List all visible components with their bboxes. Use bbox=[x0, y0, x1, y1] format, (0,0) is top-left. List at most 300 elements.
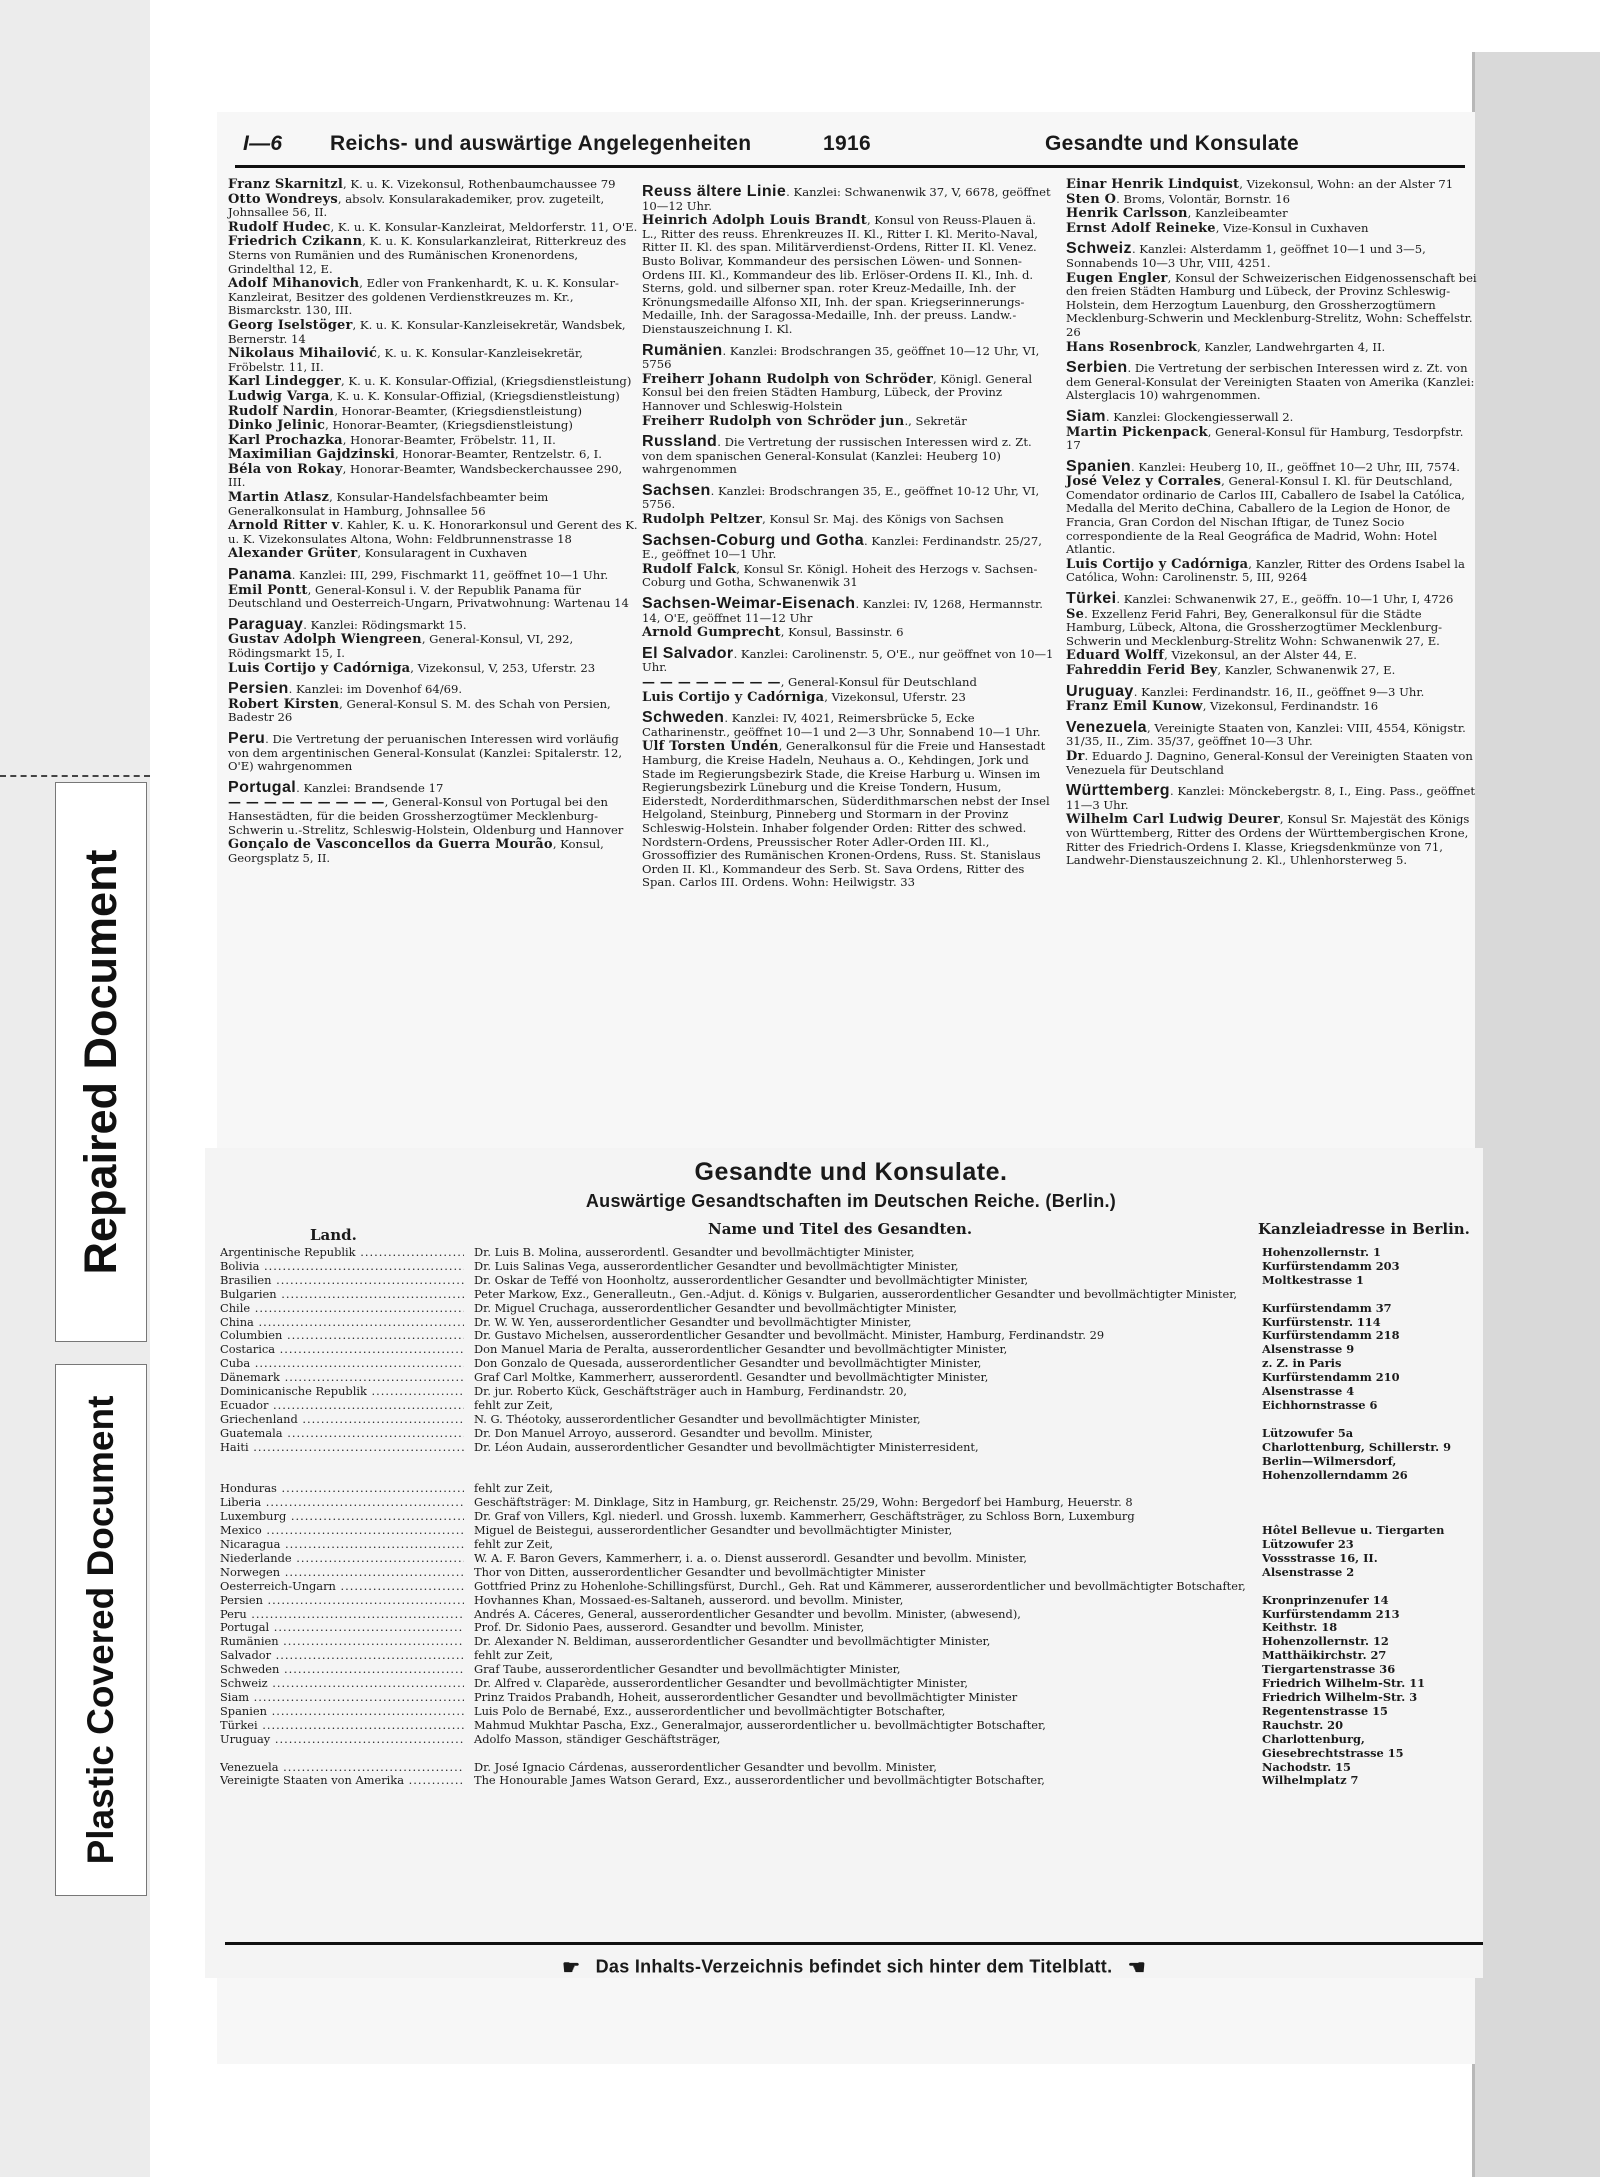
table-row bbox=[220, 1774, 1482, 1788]
person-entry: Dinko Jelinic, Honorar-Beamter, (Kriegsdienstleistung) bbox=[228, 418, 573, 434]
table-row bbox=[220, 1343, 1482, 1357]
country-name: Spanien bbox=[1066, 457, 1132, 475]
person-entry: Arnold Gumprecht, Konsul, Bassinstr. 6 bbox=[642, 625, 904, 641]
country-name: Paraguay bbox=[228, 615, 304, 633]
person-name: — — — — — — — — bbox=[642, 675, 781, 690]
country-entry: Paraguay. Kanzlei: Rödingsmarkt 15. bbox=[228, 615, 467, 633]
envoy-cell: Prof. Dr. Sidonio Paes, ausserord. Gesandter und bevollm. Minister, bbox=[474, 1620, 865, 1635]
address-cell: Nachodstr. 15 bbox=[1262, 1759, 1351, 1774]
table-row bbox=[220, 1635, 1482, 1649]
country-name: Schweden bbox=[642, 709, 725, 727]
person-name: Adolf Mihanovich bbox=[228, 276, 360, 292]
envoy-cell: Dr. Alexander N. Beldiman, ausserordentlicher Gesandter und bevollmächtigter Minister, bbox=[474, 1634, 991, 1649]
column-3 bbox=[1066, 178, 1478, 869]
country-name: Reuss ältere Linie bbox=[642, 183, 787, 200]
country-name: Sachsen bbox=[642, 481, 711, 499]
country-entry: El Salvador. Kanzlei: Carolinenstr. 5, O'E., nur geöffnet von 10—1 Uhr. bbox=[642, 644, 1054, 675]
country-name: Schweiz bbox=[1066, 240, 1132, 258]
person-name: Arnold Gumprecht bbox=[642, 625, 781, 641]
country-cell: Costarica ..... bbox=[220, 1343, 464, 1357]
envoy-cell: Dr. W. W. Yen, ausserordentlicher Gesandter und bevollmächtigter Minister, bbox=[474, 1314, 912, 1329]
country-entry: Württemberg. Kanzlei: Mönckebergstr. 8, I., Eing. Pass., geöffnet 11—3 Uhr. bbox=[1066, 782, 1475, 812]
envoy-cell: Andrés A. Cáceres, General, ausserordentlicher Gesandter und bevollm. Minister, (abwesend), bbox=[474, 1606, 1021, 1621]
address-cell: Vossstrasse 16, II. bbox=[1262, 1550, 1378, 1565]
address-cell: Kurfürstendamm 203 bbox=[1262, 1258, 1400, 1273]
person-name: Martin Atlasz bbox=[228, 490, 330, 506]
address-cell: Alsenstrasse 4 bbox=[1262, 1384, 1355, 1399]
person-name: Fahreddin Ferid Bey bbox=[1066, 663, 1218, 678]
envoy-cell: fehlt zur Zeit, bbox=[474, 1397, 554, 1412]
address-cell bbox=[1254, 1413, 1482, 1427]
envoy-cell: Luis Polo de Bernabé, Exz., ausserordentlicher und bevollmächtigter Botschafter, bbox=[474, 1703, 946, 1718]
table-row bbox=[220, 1302, 1482, 1316]
person-name: Ernst Adolf Reineke bbox=[1066, 220, 1216, 236]
person-entry: Rudolf Hudec, K. u. K. Konsular-Kanzleirat, Meldorferstr. 11, O'E. bbox=[228, 219, 638, 235]
person-entry: Fahreddin Ferid Bey, Kanzler, Schwanenwik 27, E. bbox=[1066, 663, 1396, 678]
envoy-cell: Dr. Luis B. Molina, ausserordentl. Gesandter und bevollmächtigter Minister, bbox=[474, 1245, 915, 1259]
country-cell: Vereinigte Staaten von Amerika ..... bbox=[220, 1774, 464, 1788]
repaired-label: Repaired Document bbox=[75, 849, 126, 1275]
person-entry: Karl Prochazka, Honorar-Beamter, Fröbelstr. 11, II. bbox=[228, 432, 556, 448]
country-cell: Türkei ..... bbox=[220, 1719, 464, 1733]
person-name: Eugen Engler bbox=[1066, 270, 1168, 286]
person-entry: Heinrich Adolph Louis Brandt, Konsul von Reuss-Plauen ä. L., Ritter des reuss. Ehrenkreuzes II. Kl., Ritter I. Kl. Merito-Naval, Ritter II. Kl. des span. Militärverdienst-Ordens, Ritter II. Kl. Venez. Busto Bolivar, Kommandeur des persischen Löwen- und Sonnen-Ordens III. Kl., Kommandeur des lib. Erlöser-Ordens II. Kl., Inh. d. Sterns, gold. und silberner span. roter Kreuz-Medaille, Inh. der Krönungsmedaille Alfonso XII, Inh. der span. Kriegserinnerungs-Medaille, Inh. der Saragossa-Medaille, Inh. der preuss. Landw.-Dienstauszeichnung I. Kl. bbox=[642, 213, 1038, 336]
column-1 bbox=[228, 178, 638, 866]
envoy-cell: Dr. José Ignacio Cárdenas, ausserordentlicher Gesandter und bevollm. Minister, bbox=[474, 1759, 937, 1774]
person-name: Franz Skarnitzl bbox=[228, 177, 344, 192]
table-row bbox=[220, 1594, 1482, 1608]
person-entry: Luis Cortijo y Cadórniga, Kanzler, Ritter des Ordens Isabel la Católica, Wohn: Carolinenstr. 5, III, 9264 bbox=[1066, 556, 1465, 585]
country-entry: Venezuela, Vereinigte Staaten von, Kanzlei: VIII, 4554, Königstr. 31/35, II., Zim. 35/37, geöffnet 10—3 Uhr. bbox=[1066, 718, 1466, 749]
country-cell: Bulgarien ..... bbox=[220, 1288, 464, 1302]
person-name: Karl Lindegger bbox=[228, 374, 342, 390]
country-cell: China ..... bbox=[220, 1316, 464, 1330]
table-row bbox=[220, 1455, 1482, 1483]
envoy-cell bbox=[464, 1455, 1254, 1483]
pointing-hand-left-icon: ☚ bbox=[1127, 1957, 1146, 1979]
country-cell: Ecuador ..... bbox=[220, 1399, 464, 1413]
address-cell: Kurfürstendamm 213 bbox=[1262, 1606, 1400, 1621]
person-entry: Friedrich Czikann, K. u. K. Konsularkanzleirat, Ritterkreuz des Sterns von Rumänien und des Rumänischen Kronenordens, Grindelthal 12, E. bbox=[228, 234, 627, 276]
envoy-cell: Adolfo Masson, ständiger Geschäftsträger, bbox=[474, 1731, 721, 1746]
page-number: I—6 bbox=[243, 132, 283, 155]
person-entry: Wilhelm Carl Ludwig Deurer, Konsul Sr. Majestät des Königs von Württemberg, Ritter des Ordens der Württembergischen Krone, Ritter des Friedrich-Ordens I. Klasse, Kriegsdenkmünze von 71, Landwehr-Dienstauszeichnung 2. Kl., Uhlenhorsterweg 5. bbox=[1066, 812, 1470, 868]
address-cell: Kurfürstenstr. 114 bbox=[1262, 1314, 1381, 1329]
country-entry: Sachsen. Kanzlei: Brodschrangen 35, E., geöffnet 10-12 Uhr, VI, 5756. bbox=[642, 481, 1040, 512]
country-entry: Türkei. Kanzlei: Schwanenwik 27, E., geöffn. 10—1 Uhr, I, 4726 bbox=[1066, 590, 1454, 608]
person-entry: José Velez y Corrales, General-Konsul I. Kl. für Deutschland, Comendator ordinario de Carlos III, Caballero de Isabel la Católica, Medalla del Merito deChina, Caballero de la Legion de Honor, de Francia, Gran Cordon del Nischan Iftigar, de Tunez Socio correspondiente de la Real Geográfica de Madrid, Wohn: Hotel Atlantic. bbox=[1066, 474, 1465, 557]
table-row bbox=[220, 1427, 1482, 1441]
country-cell: Salvador ..... bbox=[220, 1649, 464, 1663]
country-cell: Siam ..... bbox=[220, 1691, 464, 1705]
country-cell: Argentinische Republik ..... bbox=[220, 1246, 464, 1260]
person-name: Gustav Adolph Wiengreen bbox=[228, 632, 422, 648]
country-name: Sachsen-Weimar-Eisenach bbox=[642, 595, 856, 613]
table-row bbox=[220, 1246, 1482, 1260]
table-row bbox=[220, 1733, 1482, 1761]
address-cell: Hôtel Bellevue u. Tiergarten bbox=[1262, 1523, 1445, 1538]
envoy-cell: Hovhannes Khan, Mossaed-es-Saltaneh, ausserord. und bevollm. Minister, bbox=[474, 1592, 904, 1607]
person-entry: Nikolaus Mihailović, K. u. K. Konsular-Kanzleisekretär, Fröbelstr. 11, II. bbox=[228, 346, 583, 374]
country-name: Serbien bbox=[1066, 359, 1128, 377]
envoy-cell: Dr. Don Manuel Arroyo, ausserord. Gesandter und bevollm. Minister, bbox=[474, 1425, 873, 1440]
envoy-cell: Dr. Luis Salinas Vega, ausserordentlicher Gesandter und bevollmächtigter Minister, bbox=[474, 1258, 959, 1273]
country-cell: Guatemala ..... bbox=[220, 1427, 464, 1441]
country-entry: Spanien. Kanzlei: Heuberg 10, II., geöffnet 10—2 Uhr, III, 7574. bbox=[1066, 457, 1460, 475]
person-entry: Otto Wondreys, absolv. Konsularakademiker, prov. zugeteilt, Johnsallee 56, II. bbox=[228, 191, 605, 220]
table-row bbox=[220, 1538, 1482, 1552]
envoy-cell: fehlt zur Zeit, bbox=[474, 1537, 554, 1552]
person-name: Franz Emil Kunow bbox=[1066, 699, 1203, 715]
address-cell bbox=[1254, 1288, 1482, 1302]
envoy-cell: Gottfried Prinz zu Hohenlohe-Schillingsfürst, Durchl., Geh. Rat und Kämmerer, ausserordentlicher und bevollmächtigter Botschafter, bbox=[474, 1578, 1246, 1593]
country-cell: Niederlande ..... bbox=[220, 1552, 464, 1566]
table-row bbox=[220, 1441, 1482, 1455]
person-entry: Luis Cortijo y Cadórniga, Vizekonsul, V, 253, Uferstr. 23 bbox=[228, 660, 596, 676]
person-name: Maximilian Gajdzinski bbox=[228, 447, 396, 463]
person-name: Ulf Torsten Undén bbox=[642, 739, 779, 755]
envoy-cell: Miguel de Beistegui, ausserordentlicher Gesandter und bevollmächtigter Minister, bbox=[474, 1523, 953, 1538]
country-name: Württemberg bbox=[1066, 782, 1170, 800]
envoy-cell: Peter Markow, Exz., Generalleutn., Gen.-Adjut. d. Königs v. Bulgarien, ausserordentlicher Gesandter und bevollmächtigter Minister, bbox=[474, 1286, 1238, 1301]
country-entry: Reuss ältere Linie. Kanzlei: Schwanenwik 37, V, 6678, geöffnet 10—12 Uhr. bbox=[642, 183, 1051, 213]
country-name: Siam bbox=[1066, 407, 1106, 425]
country-cell: Dominicanische Republik ..... bbox=[220, 1385, 464, 1399]
table-row bbox=[220, 1663, 1482, 1677]
person-entry: Alexander Grüter, Konsularagent in Cuxhaven bbox=[228, 546, 528, 562]
person-entry: Luis Cortijo y Cadórniga, Vizekonsul, Uferstr. 23 bbox=[642, 689, 966, 705]
country-entry: Russland. Die Vertretung der russischen Interessen wird z. Zt. von dem spanischen General-Konsulat (Kanzlei: Heuberg 10) wahrgenommen bbox=[642, 433, 1032, 477]
person-name: Luis Cortijo y Cadórniga bbox=[642, 689, 825, 705]
country-entry: Serbien. Die Vertretung der serbischen Interessen wird z. Zt. von dem General-Konsulat der Vereinigten Staaten von Amerika (Kanzlei: Alsterglacis 10) wahrgenommen. bbox=[1066, 359, 1475, 403]
address-cell: Kronprinzenufer 14 bbox=[1262, 1592, 1389, 1607]
envoy-cell: fehlt zur Zeit, bbox=[474, 1481, 554, 1496]
address-cell: Charlottenburg, Schillerstr. 9 bbox=[1262, 1439, 1452, 1454]
envoy-cell: Mahmud Mukhtar Pascha, Exz., Generalmajor, ausserordentlicher u. bevollmächtigter Botschafter, bbox=[474, 1717, 1046, 1732]
country-cell: Cuba ..... bbox=[220, 1357, 464, 1371]
table-row bbox=[220, 1399, 1482, 1413]
address-cell: Hohenzollernstr. 12 bbox=[1262, 1634, 1389, 1649]
person-entry: Ulf Torsten Undén, Generalkonsul für die Freie und Hansestadt Hamburg, die Kreise Hadeln, Neuhaus a. O., Kehdingen, Jork und Stade im Regierungsbezirk Stade, die Kreise Harburg u. Winsen im Regierungsbezirk Lüneburg und die Kreise Tondern, Husum, Eiderstedt, Norderdithmarschen, Süderdithmarschen nebst der Insel Helgoland, Steinburg, Pinneberg und Stormarn in der Provinz Schleswig-Holstein. Inhaber folgender Orden: Ritter des schwed. Nordstern-Ordens, Preussischer Roter Adler-Orden III. Kl., Grossoffizier des Rumänischen Kronen-Ordens, Russ. St. Stanislaus Orden II. Kl., Kommandeur des Serb. St. Sava Ordens, Ritter des Span. Carlos III. Ordens. Wohn: Heilwigstr. 33 bbox=[642, 739, 1050, 890]
address-cell: Charlottenburg, Giesebrechtstrasse 15 bbox=[1262, 1731, 1404, 1760]
envoy-cell: Dr. jur. Roberto Kück, Geschäftsträger auch in Hamburg, Ferdinandstr. 20, bbox=[474, 1384, 908, 1399]
person-entry: Rudolf Falck, Konsul Sr. Königl. Hoheit des Herzogs v. Sachsen-Coburg und Gotha, Schwanenwik 31 bbox=[642, 561, 1038, 590]
country-cell: Dänemark ..... bbox=[220, 1371, 464, 1385]
table-row bbox=[220, 1385, 1482, 1399]
person-entry: Emil Pontt, General-Konsul i. V. der Republik Panama für Deutschland und Oesterreich-Ungarn, Privatwohnung: Wartenau 14 bbox=[228, 582, 629, 611]
column-header-address: Kanzleiadresse in Berlin. bbox=[1258, 1220, 1470, 1238]
person-name: Karl Prochazka bbox=[228, 432, 343, 448]
address-cell: Moltkestrasse 1 bbox=[1262, 1272, 1364, 1287]
address-cell: Hohenzollernstr. 1 bbox=[1262, 1245, 1381, 1259]
plastic-label-box bbox=[55, 1364, 147, 1896]
country-cell: Persien ..... bbox=[220, 1594, 464, 1608]
country-cell: Liberia ..... bbox=[220, 1496, 464, 1510]
table-row bbox=[220, 1649, 1482, 1663]
envoy-cell: Dr. Gustavo Michelsen, ausserordentlicher Gesandter und bevollmächt. Minister, Hamburg, Ferdinandstr. 29 bbox=[474, 1328, 1105, 1343]
person-name: Henrik Carlsson bbox=[1066, 206, 1188, 222]
legations-section bbox=[220, 1158, 1482, 1788]
country-cell: Chile ..... bbox=[220, 1302, 464, 1316]
envoy-cell: The Honourable James Watson Gerard, Exz., ausserordentlicher und bevollmächtigter Botschafter, bbox=[474, 1773, 1045, 1788]
address-cell: Keithstr. 18 bbox=[1262, 1620, 1338, 1635]
person-name: Se bbox=[1066, 606, 1085, 622]
header-right-title: Gesandte und Konsulate bbox=[1045, 132, 1299, 155]
person-entry: Henrik Carlsson, Kanzleibeamter bbox=[1066, 206, 1288, 222]
address-cell: Regentenstrasse 15 bbox=[1262, 1703, 1388, 1718]
table-row bbox=[220, 1580, 1482, 1594]
address-cell: Lützowufer 5a bbox=[1262, 1425, 1354, 1440]
table-row bbox=[220, 1621, 1482, 1635]
person-name: Béla von Rokay bbox=[228, 461, 343, 477]
footer-note bbox=[225, 1942, 1483, 1986]
country-cell: Oesterreich-Ungarn ..... bbox=[220, 1580, 464, 1594]
country-entry: Schweiz. Kanzlei: Alsterdamm 1, geöffnet 10—1 und 3—5, Sonnabends 10—3 Uhr, VIII, 4251. bbox=[1066, 240, 1426, 270]
person-name: — — — — — — — — — bbox=[228, 795, 385, 811]
country-name: Persien bbox=[228, 680, 289, 698]
country-cell: Honduras ..... bbox=[220, 1482, 464, 1496]
table-row bbox=[220, 1496, 1482, 1510]
column-header-name: Name und Titel des Gesandten. bbox=[708, 1220, 973, 1238]
column-header-land: Land. bbox=[310, 1226, 357, 1244]
person-name: Eduard Wolff bbox=[1066, 648, 1165, 664]
country-cell: Columbien ..... bbox=[220, 1329, 464, 1343]
person-name: Georg Iselstöger bbox=[228, 317, 353, 333]
country-name: Türkei bbox=[1066, 590, 1117, 608]
country-cell: Haiti ..... bbox=[220, 1441, 464, 1455]
country-entry: Uruguay. Kanzlei: Ferdinandstr. 16, II., geöffnet 9—3 Uhr. bbox=[1066, 682, 1425, 700]
address-cell: Alsenstrasse 9 bbox=[1262, 1342, 1355, 1357]
country-name: Panama bbox=[228, 566, 292, 584]
table-row bbox=[220, 1274, 1482, 1288]
envoy-cell: Dr. Miguel Cruchaga, ausserordentlicher Gesandter und bevollmächtigter Minister, bbox=[474, 1300, 958, 1315]
person-name: Emil Pontt bbox=[228, 582, 308, 598]
address-cell: Kurfürstendamm 218 bbox=[1262, 1328, 1400, 1343]
address-cell bbox=[1254, 1496, 1482, 1510]
country-entry: Portugal. Kanzlei: Brandsende 17 bbox=[228, 778, 444, 796]
country-name: Portugal bbox=[228, 778, 297, 796]
person-name: Einar Henrik Lindquist bbox=[1066, 177, 1240, 192]
country-name: Sachsen-Coburg und Gotha bbox=[642, 531, 865, 549]
address-cell: Tiergartenstrasse 36 bbox=[1262, 1662, 1396, 1677]
person-name: Friedrich Czikann bbox=[228, 234, 363, 250]
table-row bbox=[220, 1552, 1482, 1566]
person-name: Arnold Ritter v bbox=[228, 518, 340, 534]
address-cell: Berlin—Wilmersdorf, Hohenzollerndamm 26 bbox=[1262, 1453, 1408, 1482]
country-entry: Persien. Kanzlei: im Dovenhof 64/69. bbox=[228, 680, 463, 698]
person-entry: Franz Skarnitzl, K. u. K. Vizekonsul, Rothenbaumchaussee 79 bbox=[228, 177, 616, 192]
table-row bbox=[220, 1608, 1482, 1622]
country-name: Russland bbox=[642, 433, 718, 451]
person-name: Rudolph Peltzer bbox=[642, 512, 763, 528]
country-name: Uruguay bbox=[1066, 682, 1134, 700]
table-row bbox=[220, 1761, 1482, 1775]
person-name: Wilhelm Carl Ludwig Deurer bbox=[1066, 812, 1280, 828]
country-cell: Portugal ..... bbox=[220, 1621, 464, 1635]
address-cell: Lützowufer 23 bbox=[1262, 1537, 1354, 1552]
person-name: Rudolf Nardin bbox=[228, 403, 335, 419]
country-cell: Uruguay ..... bbox=[220, 1733, 464, 1761]
person-name: Rudolf Falck bbox=[642, 561, 737, 577]
table-row bbox=[220, 1510, 1482, 1524]
legations-table bbox=[220, 1246, 1482, 1788]
person-name: Dr bbox=[1066, 748, 1085, 764]
person-name: Nikolaus Mihailović bbox=[228, 346, 378, 362]
person-name: Freiherr Johann Rudolph von Schröder bbox=[642, 371, 934, 387]
country-name: Peru bbox=[228, 729, 266, 747]
person-entry: Dr. Eduardo J. Dagnino, General-Konsul der Vereinigten Staaten von Venezuela für Deutschland bbox=[1066, 748, 1473, 777]
country-name: El Salvador bbox=[642, 644, 734, 662]
address-cell: Rauchstr. 20 bbox=[1262, 1717, 1344, 1732]
envoy-cell: Graf Taube, ausserordentlicher Gesandter und bevollmächtigter Minister, bbox=[474, 1662, 901, 1677]
country-entry: Siam. Kanzlei: Glockengiesserwall 2. bbox=[1066, 407, 1294, 425]
person-entry: Karl Lindegger, K. u. K. Konsular-Offizial, (Kriegsdienstleistung) bbox=[228, 374, 632, 390]
table-row bbox=[220, 1524, 1482, 1538]
pointing-hand-right-icon: ☛ bbox=[562, 1957, 581, 1979]
country-cell: Griechenland ..... bbox=[220, 1413, 464, 1427]
country-cell: Mexico ..... bbox=[220, 1524, 464, 1538]
address-cell: Matthäikirchstr. 27 bbox=[1262, 1648, 1387, 1663]
person-entry: Rudolph Peltzer, Konsul Sr. Maj. des Königs von Sachsen bbox=[642, 512, 1004, 528]
country-cell: Venezuela ..... bbox=[220, 1761, 464, 1775]
address-cell: Kurfürstendamm 37 bbox=[1262, 1300, 1392, 1315]
address-cell: Kurfürstendamm 210 bbox=[1262, 1370, 1400, 1385]
header-year: 1916 bbox=[823, 132, 871, 155]
country-cell: Rumänien ..... bbox=[220, 1635, 464, 1649]
person-entry: Franz Emil Kunow, Vizekonsul, Ferdinandstr. 16 bbox=[1066, 699, 1379, 715]
address-cell bbox=[1254, 1580, 1482, 1594]
table-row bbox=[220, 1719, 1482, 1733]
country-cell: Peru ..... bbox=[220, 1608, 464, 1622]
country-entry: Rumänien. Kanzlei: Brodschrangen 35, geöffnet 10—12 Uhr, VI, 5756 bbox=[642, 341, 1040, 372]
envoy-cell: N. G. Théotoky, ausserordentlicher Gesandter und bevollmächtigter Minister, bbox=[474, 1411, 921, 1426]
address-cell: Wilhelmplatz 7 bbox=[1262, 1773, 1359, 1788]
address-cell: z. Z. in Paris bbox=[1262, 1356, 1342, 1371]
country-name: Rumänien bbox=[642, 341, 723, 359]
table-row bbox=[220, 1413, 1482, 1427]
person-entry: Arnold Ritter v. Kahler, K. u. K. Honorarkonsul und Gerent des K. u. K. Vizekonsulates Altona, Wohn: Feldbrunnenstrasse 18 bbox=[228, 518, 638, 546]
envoy-cell: Graf Carl Moltke, Kammerherr, ausserordentl. Gesandter und bevollmächtigter Minister, bbox=[474, 1370, 989, 1385]
table-row bbox=[220, 1371, 1482, 1385]
address-cell bbox=[1254, 1482, 1482, 1496]
envoy-cell: Geschäftsträger: M. Dinklage, Sitz in Hamburg, gr. Reichenstr. 25/29, Wohn: Bergedorf bei Hamburg, Heuerstr. 8 bbox=[474, 1495, 1133, 1510]
person-entry: Adolf Mihanovich, Edler von Frankenhardt, K. u. K. Konsular-Kanzleirat, Besitzer des goldenen Verdienstkreuzes m. Kr., Bismarckstr. 130, III. bbox=[228, 276, 619, 318]
person-name: Robert Kirsten bbox=[228, 696, 340, 712]
table-row bbox=[220, 1482, 1482, 1496]
envoy-cell: Dr. Graf von Villers, Kgl. niederl. und Grossh. luxemb. Kammerherr, Geschäftsträger, zu Schloss Born, Luxemburg bbox=[474, 1509, 1135, 1524]
person-entry: Eduard Wolff, Vizekonsul, an der Alster 44, E. bbox=[1066, 648, 1357, 664]
country-entry: Sachsen-Coburg und Gotha. Kanzlei: Ferdinandstr. 25/27, E., geöffnet 10—1 Uhr. bbox=[642, 531, 1042, 562]
country-cell: Brasilien ..... bbox=[220, 1274, 464, 1288]
person-entry: Ernst Adolf Reineke, Vize-Konsul in Cuxhaven bbox=[1066, 220, 1369, 236]
person-entry: Rudolf Nardin, Honorar-Beamter, (Kriegsdienstleistung) bbox=[228, 403, 583, 419]
person-entry: Freiherr Rudolph von Schröder jun., Sekretär bbox=[642, 413, 967, 429]
country-cell: Spanien ..... bbox=[220, 1705, 464, 1719]
address-cell: Alsenstrasse 2 bbox=[1262, 1564, 1355, 1579]
person-entry: Georg Iselstöger, K. u. K. Konsular-Kanzleisekretär, Wandsbek, Bernerstr. 14 bbox=[228, 317, 626, 346]
address-cell bbox=[1254, 1510, 1482, 1524]
address-cell: Friedrich Wilhelm-Str. 3 bbox=[1262, 1690, 1418, 1704]
section-subtitle: Auswärtige Gesandtschaften im Deutschen Reiche. (Berlin.) bbox=[585, 1191, 1117, 1211]
person-entry: Ludwig Varga, K. u. K. Konsular-Offizial, (Kriegsdienstleistung) bbox=[228, 388, 620, 404]
person-entry: Martin Pickenpack, General-Konsul für Hamburg, Tesdorpfstr. 17 bbox=[1066, 424, 1464, 453]
person-name: José Velez y Corrales bbox=[1066, 474, 1222, 490]
country-entry: Schweden. Kanzlei: IV, 4021, Reimersbrücke 5, Ecke Catharinenstr., geöffnet 10—1 und 2—3 Uhr, Sonnabend 10—1 Uhr. bbox=[642, 709, 1041, 739]
person-name: Luis Cortijo y Cadórniga bbox=[1066, 556, 1249, 572]
person-name: Heinrich Adolph Louis Brandt bbox=[642, 213, 867, 229]
person-entry: Gonçalo de Vasconcellos da Guerra Mourão, Konsul, Georgsplatz 5, II. bbox=[228, 837, 604, 865]
column-2 bbox=[642, 178, 1054, 891]
footer-text: Das Inhalts-Verzeichnis befindet sich hinter dem Titelblatt. bbox=[595, 1956, 1113, 1977]
person-entry: Freiherr Johann Rudolph von Schröder, Königl. General Konsul bei den freien Städten Hamburg, Lübeck, der Provinz Hannover und Schleswig-Holstein bbox=[642, 371, 1033, 413]
person-entry: Hans Rosenbrock, Kanzler, Landwehrgarten 4, II. bbox=[1066, 339, 1386, 355]
country-cell: Schweiz ..... bbox=[220, 1677, 464, 1691]
table-row bbox=[220, 1316, 1482, 1330]
person-name: Alexander Grüter bbox=[228, 546, 358, 562]
envoy-cell: W. A. F. Baron Gevers, Kammerherr, i. a. o. Dienst ausserordl. Gesandter und bevollm. Minister, bbox=[474, 1550, 1027, 1565]
address-cell: Eichhornstrasse 6 bbox=[1262, 1397, 1378, 1412]
envoy-cell: Prinz Traidos Prabandh, Hoheit, ausserordentlicher Gesandter und bevollmächtigter Minister bbox=[474, 1690, 1018, 1704]
person-entry: Maximilian Gajdzinski, Honorar-Beamter, Rentzelstr. 6, I. bbox=[228, 447, 602, 463]
repaired-label-box bbox=[55, 782, 147, 1342]
person-name: Martin Pickenpack bbox=[1066, 424, 1208, 440]
table-header bbox=[220, 1220, 1482, 1246]
country-entry: Sachsen-Weimar-Eisenach. Kanzlei: IV, 1268, Hermannstr. 14, O'E, geöffnet 11—12 Uhr bbox=[642, 595, 1043, 625]
person-name: Freiherr Rudolph von Schröder jun bbox=[642, 413, 905, 429]
person-entry: Eugen Engler, Konsul der Schweizerischen Eidgenossenschaft bei den freien Städten Hamburg und Lübeck, der Provinz Schleswig-Holstein, dem Herzogtum Lauenburg, den Grossherzogtümern Mecklenburg-Schwerin und Mecklenburg-Strelitz, Wohn: Scheffelstr. 26 bbox=[1066, 270, 1477, 339]
country-name: Venezuela bbox=[1066, 718, 1147, 736]
person-entry: Gustav Adolph Wiengreen, General-Konsul, VI, 292, Rödingsmarkt 15, I. bbox=[228, 632, 574, 660]
person-entry: Martin Atlasz, Konsular-Handelsfachbeamter beim Generalkonsulat in Hamburg, Johnsallee 56 bbox=[228, 490, 549, 518]
person-name: Gonçalo de Vasconcellos da Guerra Mourão bbox=[228, 837, 553, 853]
country-cell: Nicaragua ..... bbox=[220, 1538, 464, 1552]
header-left-title: Reichs- und auswärtige Angelegenheiten bbox=[330, 132, 752, 155]
person-entry: Einar Henrik Lindquist, Vizekonsul, Wohn: an der Alster 71 bbox=[1066, 177, 1454, 192]
person-entry: Se. Exzellenz Ferid Fahri, Bey, Generalkonsul für die Städte Hamburg, Lübeck, Altona, die Grossherzogtümer Mecklenburg-Schwerin und Mecklenburg-Strelitz Wohn: Schwanenwik 27, E. bbox=[1066, 606, 1443, 648]
envoy-cell: Don Manuel Maria de Peralta, ausserordentlicher Gesandter und bevollmächtigter Minister, bbox=[474, 1342, 1008, 1357]
person-name: Dinko Jelinic bbox=[228, 418, 326, 434]
country-cell: Norwegen ..... bbox=[220, 1566, 464, 1580]
table-row bbox=[220, 1288, 1482, 1302]
envoy-cell: Don Gonzalo de Quesada, ausserordentlicher Gesandter und bevollmächtigter Minister, bbox=[474, 1356, 982, 1371]
table-row bbox=[220, 1691, 1482, 1705]
person-name: Luis Cortijo y Cadórniga bbox=[228, 660, 411, 676]
address-cell: Friedrich Wilhelm-Str. 11 bbox=[1262, 1676, 1426, 1691]
person-entry: Béla von Rokay, Honorar-Beamter, Wandsbeckerchaussee 290, III. bbox=[228, 461, 623, 490]
country-cell: Schweden ..... bbox=[220, 1663, 464, 1677]
page-edge bbox=[1472, 52, 1600, 2177]
plastic-label: Plastic Covered Document bbox=[80, 1395, 121, 1865]
person-name: Sten O bbox=[1066, 191, 1117, 207]
envoy-cell: Dr. Léon Audain, ausserordentlicher Gesandter und bevollmächtigter Ministerresident, bbox=[474, 1439, 979, 1454]
person-entry: — — — — — — — —, General-Konsul für Deutschland bbox=[642, 675, 977, 690]
person-name: Hans Rosenbrock bbox=[1066, 339, 1198, 355]
person-entry: Sten O. Broms, Volontär, Bornstr. 16 bbox=[1066, 191, 1291, 207]
table-row bbox=[220, 1329, 1482, 1343]
envoy-cell: Dr. Oskar de Teffé von Hoonholtz, ausserordentlicher Gesandter und bevollmächtigter Minister, bbox=[474, 1272, 1029, 1287]
table-row bbox=[220, 1677, 1482, 1691]
envoy-cell: Thor von Ditten, ausserordentlicher Gesandter und bevollmächtigter Minister bbox=[474, 1564, 926, 1579]
envoy-cell: fehlt zur Zeit, bbox=[474, 1648, 554, 1663]
envoy-cell: Dr. Alfred v. Claparède, ausserordentlicher Gesandter und bevollmächtigter Minister, bbox=[474, 1676, 968, 1691]
section-title: Gesandte und Konsulate. bbox=[694, 1158, 1008, 1186]
person-entry: — — — — — — — — —, General-Konsul von Portugal bei den Hansestädten, für die beiden Grossherzogtümer Mecklenburg-Schwerin u.-Strelitz, Schleswig-Holstein, Oldenburg und Hannover bbox=[228, 795, 624, 837]
table-row bbox=[220, 1705, 1482, 1719]
country-cell: Luxemburg ..... bbox=[220, 1510, 464, 1524]
table-row bbox=[220, 1566, 1482, 1580]
table-row bbox=[220, 1260, 1482, 1274]
country-entry: Panama. Kanzlei: III, 299, Fischmarkt 11, geöffnet 10—1 Uhr. bbox=[228, 566, 609, 584]
